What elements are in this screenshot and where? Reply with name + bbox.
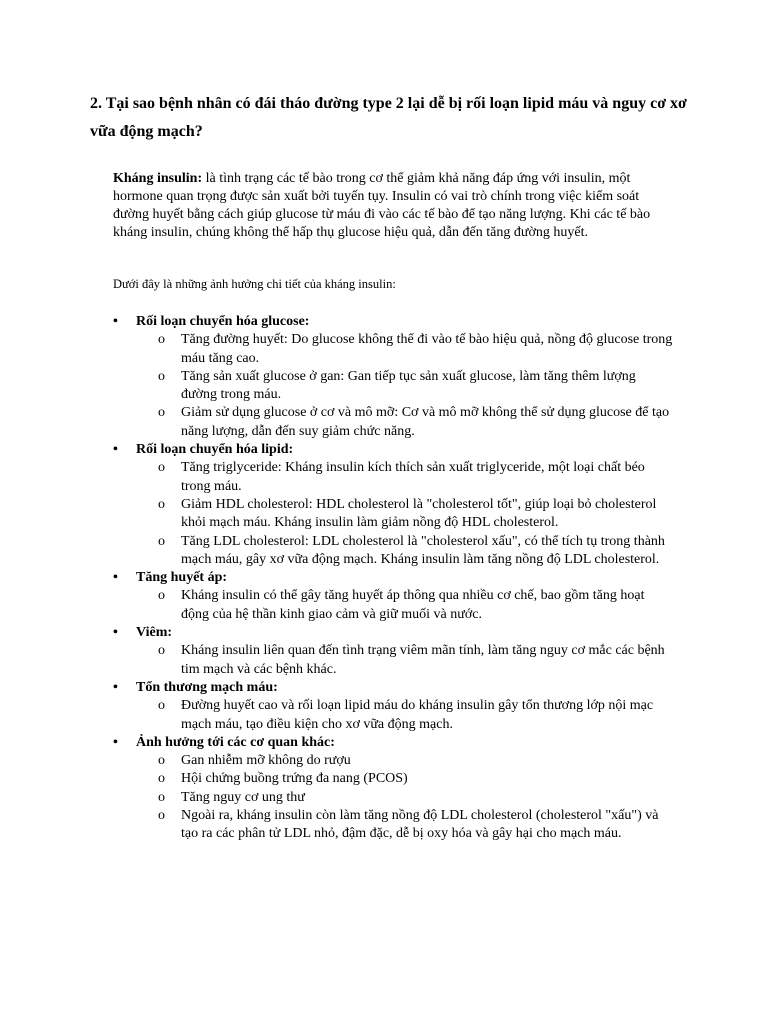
circle-bullet-marker: o: [158, 533, 165, 549]
effect-section: [113, 734, 673, 844]
sub-list: [136, 697, 673, 734]
sub-item-text: Ngoài ra, kháng insulin còn làm tăng nồng độ LDL cholesterol (cholesterol "xấu") và tạo ra các phân tử LDL nhỏ, đậm đặc, dễ bị oxy hóa và gây hại cho mạch máu.: [181, 808, 659, 842]
sub-item: [136, 533, 673, 570]
section-heading: Ảnh hưởng tới các cơ quan khác:: [136, 734, 335, 750]
bullet-marker: •: [113, 625, 118, 641]
sub-list: [136, 331, 673, 441]
circle-bullet-marker: o: [158, 588, 165, 604]
sub-item: [136, 752, 673, 770]
sub-item-text: Hội chứng buồng trứng đa nang (PCOS): [181, 771, 408, 787]
sub-item: [136, 459, 673, 496]
sub-item: [136, 642, 673, 679]
effect-section: [113, 313, 673, 441]
sub-item-text: Kháng insulin có thể gây tăng huyết áp thông qua nhiều cơ chế, bao gồm tăng hoạt động của hệ thần kinh giao cảm và giữ muối và nước.: [181, 588, 645, 622]
circle-bullet-marker: o: [158, 332, 165, 348]
circle-bullet-marker: o: [158, 643, 165, 659]
effect-section: [113, 569, 673, 624]
sub-item: [136, 587, 673, 624]
effect-section: [113, 441, 673, 569]
section-heading: Tổn thương mạch máu:: [136, 679, 278, 695]
sub-item: [136, 697, 673, 734]
sub-item-text: Gan nhiễm mỡ không do rượu: [181, 753, 351, 769]
section-heading: Rối loạn chuyển hóa lipid:: [136, 442, 294, 458]
sub-item-text: Tăng sản xuất glucose ở gan: Gan tiếp tục sản xuất glucose, làm tăng thêm lượng đường trong máu.: [181, 368, 636, 403]
circle-bullet-marker: o: [158, 405, 165, 421]
section-heading: Tăng huyết áp:: [136, 570, 228, 586]
circle-bullet-marker: o: [158, 698, 165, 714]
effects-list: [113, 313, 673, 844]
circle-bullet-marker: o: [158, 753, 165, 769]
sub-item: [136, 496, 673, 533]
definition-text: là tình trạng các tế bào trong cơ thể giảm khả năng đáp ứng với insulin, một hormone quan trọng được sản xuất bởi tuyến tụy. Insulin có vai trò chính trong việc kiểm soát đường huyết bằng cách giúp glucose từ máu đi vào các tế bào để tạo năng lượng. Khi các tế bào kháng insulin, chúng không thể hấp thụ glucose hiệu quả, dẫn đến tăng đường huyết.: [113, 171, 651, 240]
sub-item-text: Tăng đường huyết: Do glucose không thể đi vào tế bào hiệu quả, nồng độ glucose trong máu tăng cao.: [181, 332, 673, 366]
section-heading: Rối loạn chuyển hóa glucose:: [136, 314, 310, 329]
sub-item-text: Tăng triglyceride: Kháng insulin kích thích sản xuất triglyceride, một loại chất béo trong máu.: [181, 460, 645, 494]
sub-item: [136, 368, 673, 405]
effect-section: [113, 679, 673, 734]
circle-bullet-marker: o: [158, 771, 165, 787]
circle-bullet-marker: o: [158, 808, 165, 824]
sub-item: [136, 789, 673, 807]
sub-item-text: Giảm sử dụng glucose ở cơ và mô mỡ: Cơ và mô mỡ không thể sử dụng glucose để tạo năng lượng, dẫn đến suy giảm chức năng.: [181, 405, 670, 439]
bullet-marker: •: [113, 679, 118, 695]
circle-bullet-marker: o: [158, 460, 165, 476]
bullet-marker: •: [113, 570, 118, 586]
sub-item-text: Tăng LDL cholesterol: LDL cholesterol là "cholesterol xấu", có thể tích tụ trong thành mạch máu, gây xơ vữa động mạch. Kháng insulin làm tăng nồng độ LDL cholesterol.: [181, 533, 665, 567]
intro-text: Dưới đây là những ảnh hưởng chi tiết của kháng insulin:: [113, 277, 396, 291]
effect-section: [113, 624, 673, 679]
bullet-marker: •: [113, 314, 118, 329]
sub-list: [136, 587, 673, 624]
bullet-marker: •: [113, 442, 118, 458]
sub-item: [136, 331, 673, 368]
sub-list: [136, 642, 673, 679]
section-heading: Viêm:: [136, 625, 173, 641]
sub-item-text: Đường huyết cao và rối loạn lipid máu do kháng insulin gây tổn thương lớp nội mạc mạch máu, tạo điều kiện cho xơ vữa động mạch.: [181, 698, 654, 732]
sub-item-text: Tăng nguy cơ ung thư: [181, 789, 305, 805]
circle-bullet-marker: o: [158, 789, 165, 805]
definition-term: Kháng insulin:: [113, 171, 203, 186]
circle-bullet-marker: o: [158, 496, 165, 512]
circle-bullet-marker: o: [158, 368, 165, 384]
sub-item-text: Giảm HDL cholesterol: HDL cholesterol là "cholesterol tốt", giúp loại bỏ cholesterol khỏi mạch máu. Kháng insulin làm giảm nồng độ HDL cholesterol.: [181, 496, 657, 531]
sub-item: [136, 770, 673, 788]
question-title: 2. Tại sao bệnh nhân có đái tháo đường type 2 lại dễ bị rối loạn lipid máu và nguy cơ xơ vữa động mạch?: [90, 95, 687, 140]
sub-item: [136, 807, 673, 844]
sub-item: [136, 404, 673, 441]
sub-list: [136, 752, 673, 843]
sub-list: [136, 459, 673, 569]
sub-item-text: Kháng insulin liên quan đến tình trạng viêm mãn tính, làm tăng nguy cơ mắc các bệnh tim mạch và các bệnh khác.: [181, 643, 665, 677]
bullet-marker: •: [113, 734, 118, 750]
definition-paragraph: [113, 170, 673, 242]
